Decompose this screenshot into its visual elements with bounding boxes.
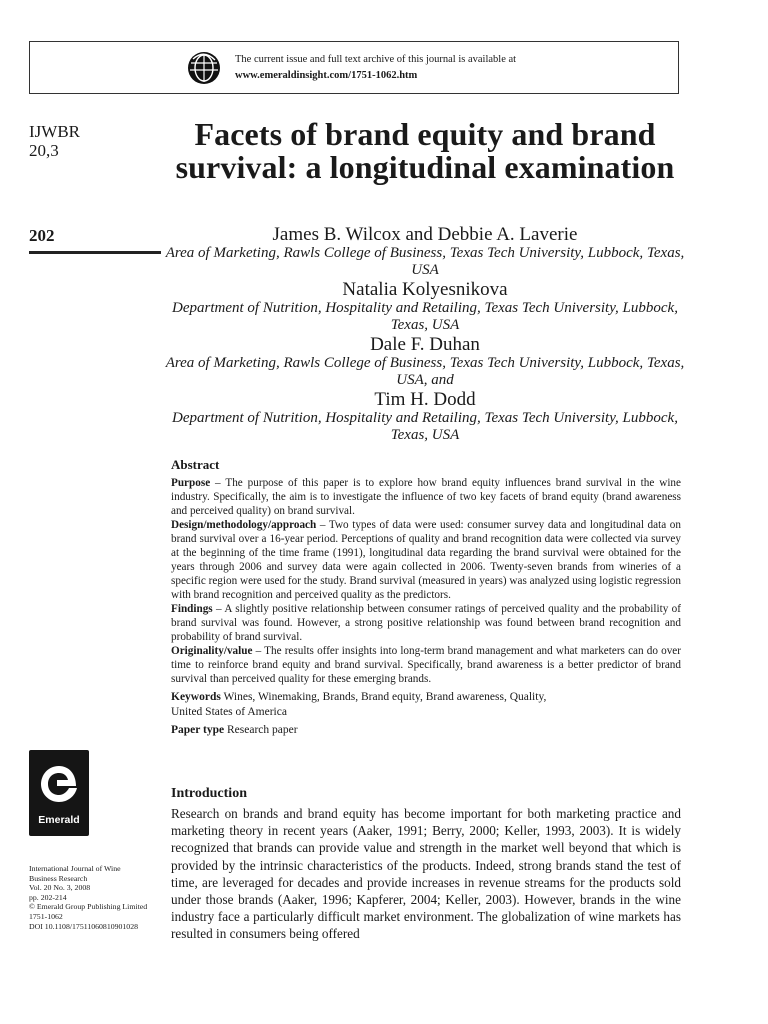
- abstract-design: [171, 518, 681, 602]
- design-text: – Two types of data were used: consumer survey data and longitudinal data on brand survival over a 16-year period. Perceptions of quality and brand recognition data were collected via survey at the beginning of the time frame (1991), longitudinal data regarding the brand survival were obtained for the years through 2006 and survey data were again collected in 2006. Twenty-seven brands from wineries of a specific region were used for the study. Brand survival (measured in years) was analyzed using logistic regression with brand recognition and perceived quality as the predictors.: [171, 519, 681, 601]
- page-number: 202: [29, 226, 55, 245]
- paper-type-label: Paper type: [171, 724, 225, 736]
- abstract-findings: [171, 602, 681, 644]
- purpose-text: – The purpose of this paper is to explore how brand equity influences brand survival in the wine industry. Specifically, the aim is to investigate the influence of two key facets of brand equity (brand awareness and perceived quality) on brand survival.: [171, 477, 681, 517]
- author-affiliation: Area of Marketing, Rawls College of Business, Texas Tech University, Lubbock, Texas, USA: [165, 245, 685, 278]
- citation-line: Business Research: [29, 873, 88, 883]
- globe-icon: [187, 51, 221, 85]
- findings-label: Findings: [171, 603, 213, 615]
- banner-url-link[interactable]: www.emeraldinsight.com/1751-1062.htm: [235, 70, 418, 81]
- author-affiliation: Department of Nutrition, Hospitality and Retailing, Texas Tech University, Lubbock, Texas, USA: [172, 300, 678, 333]
- author-name: Dale F. Duhan: [370, 334, 480, 355]
- journal-banner: [29, 41, 679, 94]
- originality-text: – The results offer insights into long-term brand management and what marketers can do over time to reinforce brand equity and brand survival. Specifically, brand awareness is a better predictor of brand survival than perceived quality for these emerging brands.: [171, 645, 681, 685]
- sidebar-divider: [29, 251, 161, 254]
- emerald-logo: [29, 750, 89, 836]
- journal-volume: 20,3: [29, 141, 59, 160]
- introduction-heading: Introduction: [171, 786, 247, 801]
- purpose-label: Purpose: [171, 477, 211, 489]
- originality-label: Originality/value: [171, 645, 253, 657]
- citation-line: pp. 202-214: [29, 892, 67, 902]
- keywords-label: Keywords: [171, 691, 221, 703]
- introduction-body: Research on brands and brand equity has become important for both marketing practice and marketing theory in recent years (Aaker, 1991; Berry, 2000; Keller, 1993, 2003). It is widely recognized that brands can provide value and strength in the market well beyond that which is provided by the intrinsic characteristics of the products. Indeed, strong brands stand the test of time, are leveraged for decades and provide increases in revenue streams for the products sold under those brands (Aaker, 1996; Kapferer, 2004; Keller, 2003). However, brands in the wine industry face a particularly difficult market environment. The globalization of wine markets has resulted in consumers being offered: [171, 806, 681, 942]
- citation-doi: DOI 10.1108/17511060810901028: [29, 921, 139, 931]
- design-label: Design/methodology/approach: [171, 519, 317, 531]
- emerald-swirl-icon: [37, 760, 81, 808]
- banner-availability-text: The current issue and full text archive of this journal is available at: [235, 54, 517, 65]
- author-block: [165, 225, 685, 445]
- paper-type-value: Research paper: [227, 724, 298, 736]
- findings-text: – A slightly positive relationship between consumer ratings of perceived quality and the probability of brand survival was found. However, a strong positive relationship was found between brand recognition and probability of brand survival.: [171, 603, 681, 643]
- keywords-row: [171, 690, 681, 720]
- author-name: Tim H. Dodd: [374, 389, 476, 410]
- citation-line: 1751-1062: [29, 911, 63, 921]
- abstract-originality: [171, 644, 681, 686]
- abstract-heading: Abstract: [171, 457, 220, 472]
- introduction-section: [171, 786, 681, 943]
- abstract-purpose: [171, 476, 681, 518]
- keywords-text: Wines, Winemaking, Brands, Brand equity, Brand awareness, Quality,: [223, 691, 547, 703]
- citation-info: [29, 864, 169, 931]
- author-name: Natalia Kolyesnikova: [342, 279, 508, 300]
- citation-line: © Emerald Group Publishing Limited: [29, 902, 148, 912]
- citation-line: International Journal of Wine: [29, 864, 121, 873]
- author-name: James B. Wilcox and Debbie A. Laverie: [272, 224, 578, 245]
- journal-code: IJWBR: [29, 122, 80, 141]
- keywords-text-continued: United States of America: [171, 706, 287, 718]
- citation-line: Vol. 20 No. 3, 2008: [29, 883, 91, 893]
- paper-type-row: [171, 723, 681, 738]
- author-affiliation: Area of Marketing, Rawls College of Business, Texas Tech University, Lubbock, Texas, USA, and: [165, 355, 685, 388]
- author-affiliation: Department of Nutrition, Hospitality and Retailing, Texas Tech University, Lubbock, Texas, USA: [172, 410, 678, 443]
- article-title: Facets of brand equity and brand survival: a longitudinal examination: [175, 116, 675, 185]
- logo-wordmark: Emerald: [38, 814, 80, 826]
- abstract-section: [171, 458, 681, 738]
- journal-identifier: [29, 122, 80, 160]
